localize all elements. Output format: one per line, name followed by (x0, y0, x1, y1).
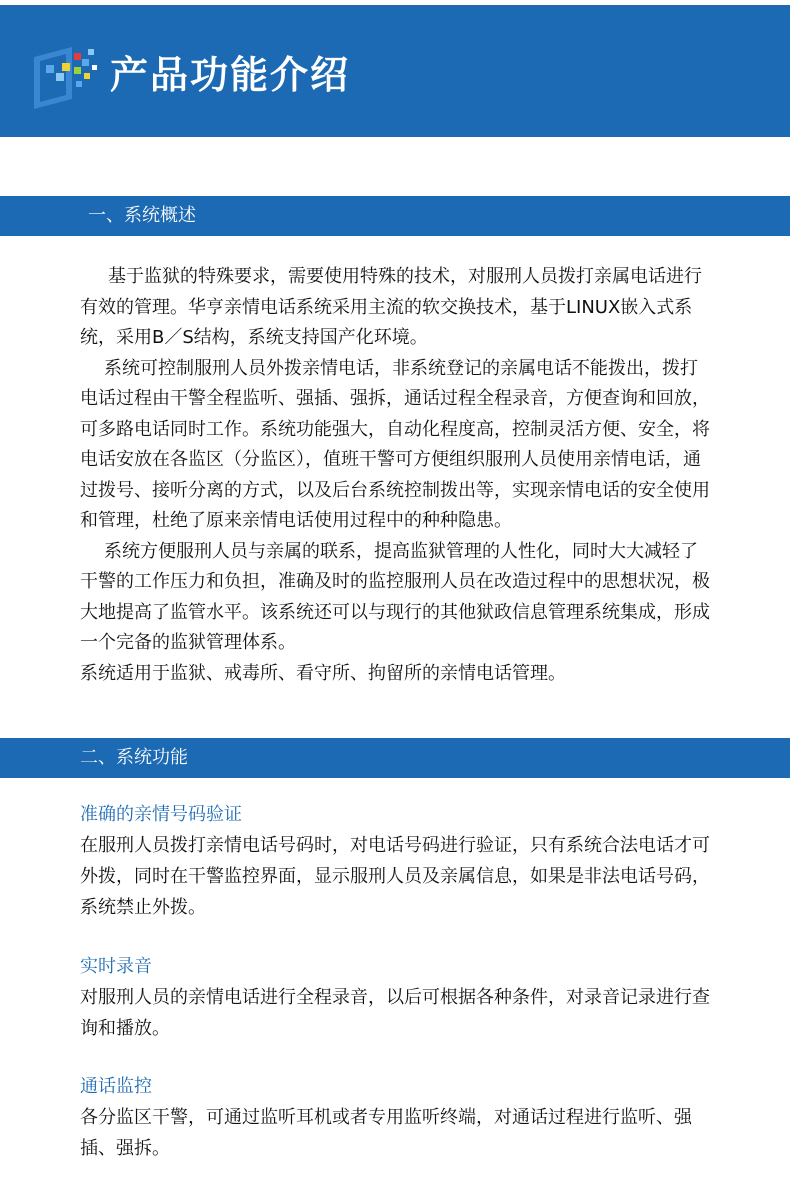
feature-item (80, 952, 710, 1044)
overview-paragraph: 系统可控制服刑人员外拨亲情电话，非系统登记的亲属电话不能拨出，拨打电话过程由干警全程监听、强插、强拆，通话过程全程录音，方便查询和回放，可多路电话同时工作。系统功能强大，自动化程度高，控制灵活方便、安全，将电话安放在各监区（分监区），值班干警可方便组织服刑人员使用亲情电话，通过拨号、接听分离的方式，以及后台系统控制拨出等，实现亲情电话的安全使用和管理，杜绝了原来亲情电话使用过程中的种种隐患。 (80, 357, 710, 531)
section-title: 一、系统概述 (88, 205, 196, 226)
overview-paragraph: 系统方便服刑人员与亲属的联系，提高监狱管理的人性化，同时大大减轻了干警的工作压力和负担，准确及时的监控服刑人员在改造过程中的思想状况，极大地提高了监管水平。该系统还可以与现行的其他狱政信息管理系统集成，形成一个完备的监狱管理体系。 (80, 540, 710, 653)
page-title: 产品功能介绍 (110, 53, 351, 97)
feature-item (80, 1072, 710, 1164)
overview-paragraph: 基于监狱的特殊要求，需要使用特殊的技术，对服刑人员拨打亲属电话进行有效的管理。华亨亲情电话系统采用主流的软交换技术，基于LINUX嵌入式系统，采用B／S结构，系统支持国产化环境。 (80, 266, 702, 348)
overview-text (80, 262, 710, 689)
section-header-overview (0, 196, 790, 236)
header-banner (0, 5, 790, 137)
feature-description: 各分监区干警，可通过监听耳机或者专用监听终端，对通话过程进行监听、强插、强拆。 (80, 1107, 692, 1159)
feature-title: 实时录音 (80, 956, 152, 977)
feature-title: 通话监控 (80, 1076, 152, 1097)
feature-title: 准确的亲情号码验证 (80, 804, 242, 825)
feature-item (80, 800, 710, 923)
feature-description: 在服刑人员拨打亲情电话号码时，对电话号码进行验证，只有系统合法电话才可外拨，同时在干警监控界面，显示服刑人员及亲属信息，如果是非法电话号码，系统禁止外拨。 (80, 835, 710, 918)
section-header-functions (0, 738, 790, 778)
overview-paragraph: 系统适用于监狱、戒毒所、看守所、拘留所的亲情电话管理。 (80, 662, 566, 684)
section-title: 二、系统功能 (80, 747, 188, 768)
pixel-grid-logo-icon (32, 43, 104, 111)
feature-description: 对服刑人员的亲情电话进行全程录音，以后可根据各种条件，对录音记录进行查询和播放。 (80, 987, 710, 1039)
